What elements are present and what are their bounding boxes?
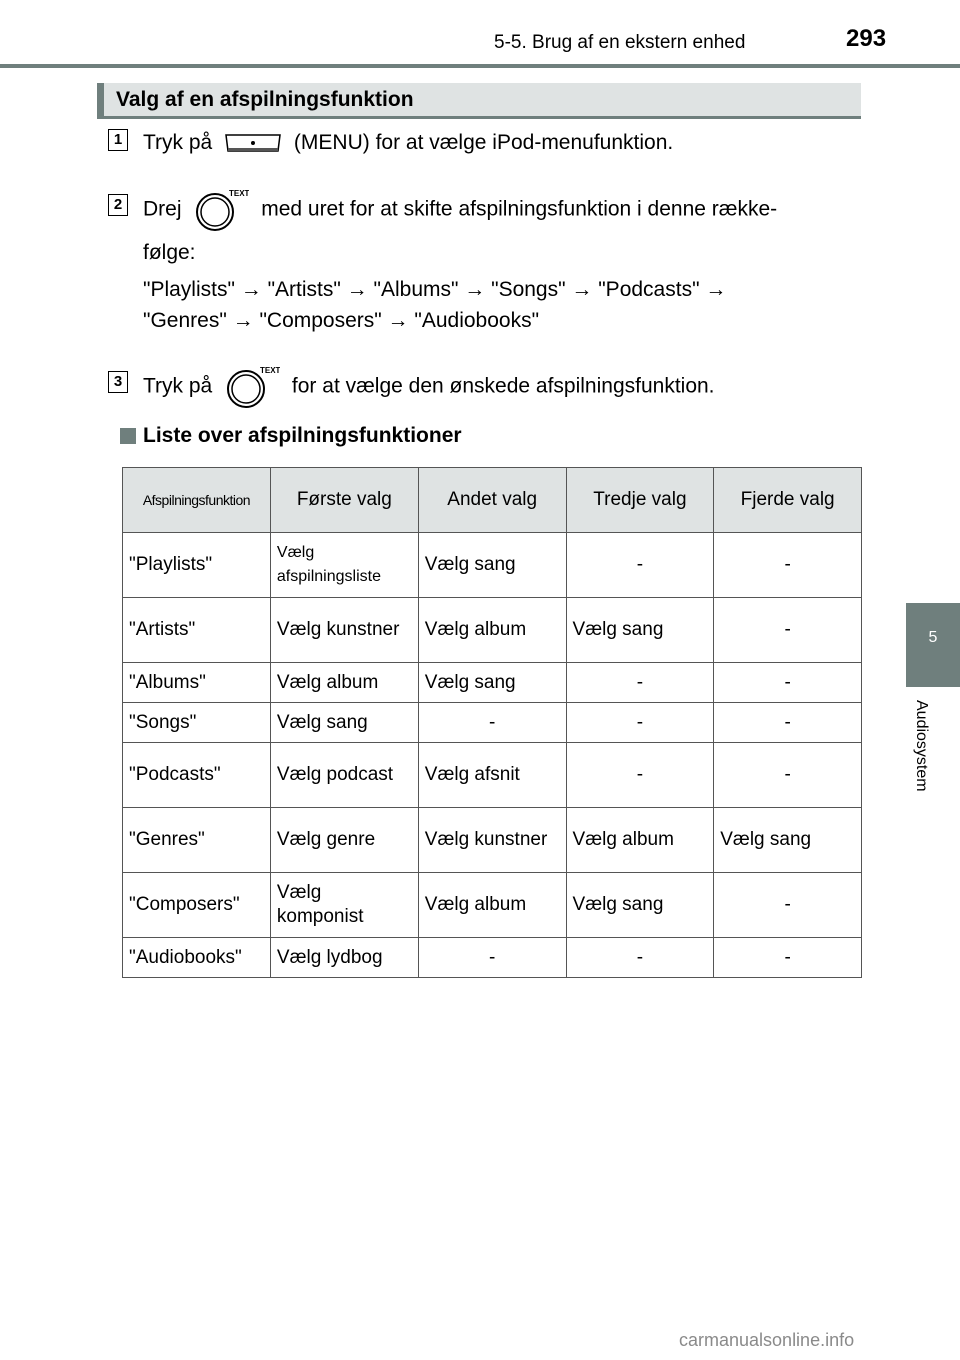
- mode-sequence-line-2: "Genres" → "Composers" → "Audiobooks": [143, 309, 540, 332]
- chapter-tab-label: Audiosystem: [913, 700, 930, 792]
- table-row: [123, 743, 862, 808]
- table-cell: Vælg sang: [566, 873, 714, 938]
- table-cell: Vælg album: [270, 663, 418, 703]
- subheading: Liste over afspilningsfunktioner: [143, 424, 462, 447]
- table-cell: Vælg kunstner: [270, 598, 418, 663]
- table-header-row: [123, 468, 862, 533]
- column-header: Tredje valg: [566, 468, 714, 533]
- table-cell: -: [714, 703, 862, 743]
- table-cell: Vælg genre: [270, 808, 418, 873]
- square-bullet-icon: [120, 428, 136, 444]
- text-knob-icon: [193, 188, 249, 232]
- watermark: carmanualsonline.info: [679, 1330, 855, 1350]
- step-1-text: [143, 131, 673, 155]
- table-cell: -: [714, 938, 862, 978]
- table-cell: Vælg komponist: [270, 873, 418, 938]
- table-cell: "Audiobooks": [123, 938, 271, 978]
- table-cell: "Podcasts": [123, 743, 271, 808]
- column-header: Afspilningsfunktion: [123, 468, 271, 533]
- table-cell: -: [418, 703, 566, 743]
- column-header: Fjerde valg: [714, 468, 862, 533]
- table-cell: -: [566, 663, 714, 703]
- table-cell: -: [566, 533, 714, 598]
- mode-sequence-line-1: "Playlists" → "Artists" → "Albums" → "Songs" → "Podcasts" →: [143, 278, 727, 301]
- table-cell: -: [714, 663, 862, 703]
- table-cell: "Composers": [123, 873, 271, 938]
- chapter-tab-number: 5: [928, 629, 938, 646]
- step-2-continuation: følge:: [143, 241, 196, 264]
- table-cell: "Songs": [123, 703, 271, 743]
- table-cell: -: [714, 598, 862, 663]
- text-knob-icon: [224, 365, 280, 409]
- table-cell: "Playlists": [123, 533, 271, 598]
- header-divider: [0, 64, 960, 68]
- step-1-before: Tryk på: [143, 131, 213, 154]
- table-cell: -: [566, 703, 714, 743]
- step-2-after: med uret for at skifte afspilningsfunktion i denne række-: [261, 197, 778, 221]
- section-title: Valg af en afspilningsfunktion: [116, 88, 414, 111]
- step-3-before: Tryk på: [143, 374, 213, 398]
- menu-button-icon: [224, 133, 282, 153]
- table-cell: Vælg sang: [270, 703, 418, 743]
- svg-text:TEXT: TEXT: [229, 189, 250, 198]
- table-cell: Vælg sang: [566, 598, 714, 663]
- table-cell: Vælg album: [566, 808, 714, 873]
- step-number-1: 1: [108, 129, 128, 151]
- svg-text:TEXT: TEXT: [260, 366, 281, 375]
- table-row: [123, 808, 862, 873]
- chapter-title: 5-5. Brug af en ekstern enhed: [494, 32, 746, 53]
- table-cell: -: [566, 743, 714, 808]
- table-row: [123, 533, 862, 598]
- table-row: [123, 873, 862, 938]
- table-cell: "Artists": [123, 598, 271, 663]
- table-cell: Vælg lydbog: [270, 938, 418, 978]
- table-cell: "Genres": [123, 808, 271, 873]
- step-3-text: [143, 365, 715, 409]
- table-cell: Vælg sang: [714, 808, 862, 873]
- column-header: Første valg: [270, 468, 418, 533]
- section-heading: [97, 83, 861, 119]
- step-3-after: for at vælge den ønskede afspilningsfunktion.: [291, 374, 715, 398]
- table-row: [123, 703, 862, 743]
- page-number: 293: [846, 25, 887, 52]
- table-cell: Vælg kunstner: [418, 808, 566, 873]
- column-header: Andet valg: [418, 468, 566, 533]
- table-row: [123, 663, 862, 703]
- step-number-2: 2: [108, 194, 128, 216]
- table-row: [123, 598, 862, 663]
- table-cell: Vælg sang: [418, 663, 566, 703]
- step-2-before: Drej: [143, 197, 182, 221]
- table-cell: Vælg album: [418, 873, 566, 938]
- playback-mode-table: [122, 467, 862, 978]
- step-2-text: [143, 188, 777, 232]
- chapter-tab: [906, 603, 960, 687]
- step-1-after: (MENU) for at vælge iPod-menufunktion.: [293, 131, 674, 154]
- table-cell: Vælg afsnit: [418, 743, 566, 808]
- table-cell: -: [714, 743, 862, 808]
- table-cell: -: [714, 873, 862, 938]
- table-row: [123, 938, 862, 978]
- table-cell: Vælg podcast: [270, 743, 418, 808]
- table-cell: "Albums": [123, 663, 271, 703]
- step-number-3: 3: [108, 371, 128, 393]
- table-cell: -: [418, 938, 566, 978]
- table-cell: Vælg album: [418, 598, 566, 663]
- table-cell: -: [714, 533, 862, 598]
- table-cell: -: [566, 938, 714, 978]
- table-cell: Vælg sang: [418, 533, 566, 598]
- table-cell: Vælg afspilningsliste: [270, 533, 418, 598]
